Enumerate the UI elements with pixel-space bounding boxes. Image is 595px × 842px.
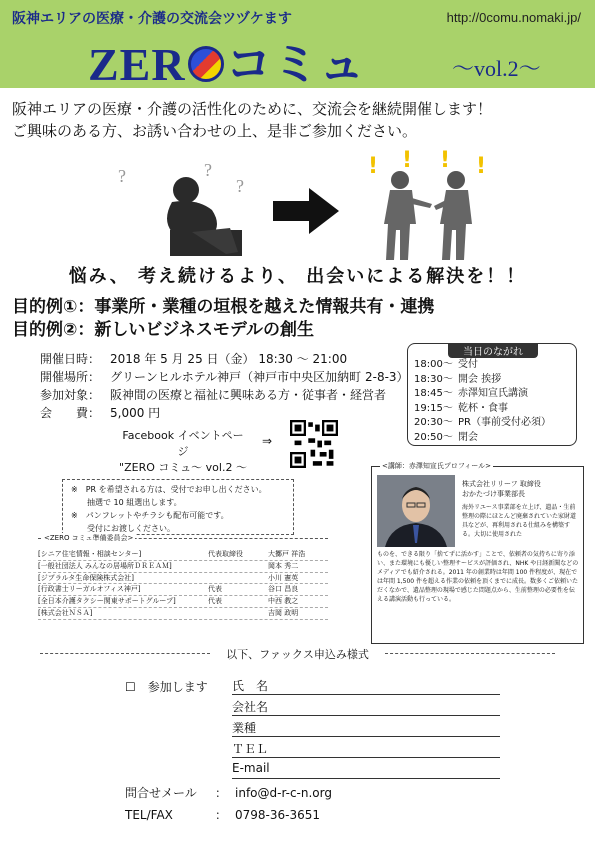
detail-value: 5,000 円	[110, 406, 161, 420]
schedule-time: 19:15～	[414, 402, 453, 414]
two-people-figure-icon	[372, 170, 492, 262]
logo-circle-icon	[188, 46, 224, 82]
question-mark-icon: ?	[118, 166, 126, 186]
committee-row	[38, 549, 328, 561]
thinker-figure-icon	[152, 170, 252, 260]
field-label: E-mail	[232, 761, 270, 775]
slogan: 悩み、 考え続けるより、 出会いによる解決を！！	[68, 266, 527, 287]
field-label: 会社名	[232, 700, 269, 714]
intro-line1: 阪神エリアの医療・介護の活性化のために、交流会を継続開催します！	[12, 100, 493, 118]
schedule-time: 18:00～	[414, 359, 453, 370]
profile-company-line: おかたづけ事業部長	[462, 490, 525, 498]
contact-colon: ：	[215, 786, 228, 800]
committee-name: 吉岡 政明	[268, 608, 299, 617]
facebook-event-link[interactable]	[118, 428, 248, 476]
logo-left: ZER	[88, 39, 186, 90]
schedule-title: 当日のながれ	[448, 343, 538, 358]
facebook-line1: Facebook イベントページ	[122, 429, 244, 458]
intro-text	[12, 98, 588, 142]
exclamation-icon: !	[368, 154, 379, 179]
exclamation-icon: !	[476, 154, 487, 179]
question-mark-icon: ?	[204, 160, 212, 180]
schedule-event: 閉会	[458, 431, 478, 443]
schedule-event: 赤澤知宣氏講演	[458, 388, 528, 399]
detail-label: 開催日時：	[40, 352, 101, 366]
committee-org: [全日本介護タクシー関東サポートグループ]	[38, 597, 176, 606]
divider-line	[385, 653, 555, 654]
profile-title: <講師：赤澤知宣氏プロフィール>	[382, 462, 492, 470]
schedule-item	[414, 416, 570, 431]
schedule-item	[414, 358, 570, 373]
schedule-item	[414, 373, 570, 388]
vol-label: ～vol.2～	[452, 56, 541, 81]
profile-company	[462, 479, 541, 499]
facebook-line2: "ZERO コミュ～ vol.2 ～	[119, 461, 247, 474]
committee-role	[208, 561, 268, 572]
illustration	[100, 148, 520, 260]
contact-key: TEL/FAX	[125, 808, 173, 822]
committee-name: 岡本 秀二	[268, 561, 299, 570]
header-banner	[0, 0, 595, 88]
divider-line	[40, 653, 210, 654]
detail-row	[40, 404, 409, 422]
note-line: ※ パンフレットやチラシも配布可能です。	[71, 511, 229, 520]
committee-list	[38, 534, 328, 628]
committee-row	[38, 584, 328, 596]
schedule-item	[414, 402, 570, 417]
exclamation-icon: !	[402, 148, 413, 173]
committee-row	[38, 561, 328, 573]
contact-email	[125, 784, 332, 801]
committee-org: [シニア住宅情報・相談センター]	[38, 550, 142, 558]
committee-org: [一般社団法人 みんなの居場所ＤＲＥＡＭ]	[38, 561, 172, 570]
speaker-profile	[371, 462, 584, 644]
detail-row	[40, 368, 409, 386]
committee-name: 大擲戸 祥浩	[268, 550, 306, 558]
attend-checkbox[interactable]: ☐ 参加します	[125, 680, 208, 694]
divider-label: 以下、ファックス申込み様式	[226, 648, 369, 661]
detail-value: グリーンヒルホテル神戸（神戸市中央区加納町 2-8-3）	[110, 370, 409, 384]
name-field[interactable]	[232, 677, 500, 695]
profile-company-line: 株式会社リリーフ 取締役	[462, 480, 541, 488]
detail-label: 開催場所：	[40, 370, 101, 384]
company-field[interactable]	[232, 698, 500, 716]
detail-row	[40, 386, 409, 404]
contact-value[interactable]: info@d-r-c-n.org	[235, 786, 332, 800]
header-url[interactable]: http://0comu.nomaki.jp/	[446, 10, 581, 25]
schedule-box	[407, 343, 577, 446]
industry-field[interactable]	[232, 719, 500, 737]
purpose-1: 目的例①：事業所・業種の垣根を越えた情報共有・連携	[12, 297, 435, 317]
question-mark-icon: ?	[236, 176, 244, 196]
committee-role: 代表取締役	[208, 550, 243, 558]
schedule-time: 18:30～	[414, 373, 453, 385]
committee-row	[38, 608, 328, 620]
speaker-photo	[377, 475, 455, 547]
contact-key: 問合せメール	[125, 786, 197, 800]
contact-telfax	[125, 806, 320, 823]
exclamation-icon: !	[440, 148, 451, 173]
profile-desc-continued: ものを、できる限り「捨てずに活かす」ことで、依頼者の気持ちに寄り添い、また環境にも優しい整理サービスが評価され、NHK や日経新聞などのメディアでも紹介される。2011 年の創業時は年間 100 件程度が、現在では年間 1,500 件を超える作業の依頼を頂くまでに成長。数多くご依頼いただくなかで、遺品整理の現場で感じた問題点から、生前整理の必要性を伝える講演活動も行っている。	[377, 551, 579, 603]
committee-row	[38, 596, 328, 608]
purpose-2: 目的例②：新しいビジネスモデルの創生	[12, 320, 315, 340]
profile-desc: 海外リユース事業部を立上げ、遺品・生前整理の際にほとんど廃棄されていた家財道具などが、再利用される仕組みを構築する。大切に使用された	[462, 504, 577, 538]
committee-row	[38, 573, 328, 585]
detail-value: 阪神間の医療と福祉に興味ある方・従事者・経営者	[110, 388, 387, 402]
committee-role	[208, 573, 268, 584]
detail-label: 参加対象：	[40, 388, 101, 402]
field-label: 氏 名	[232, 679, 269, 693]
field-label: ＴＥＬ	[232, 742, 269, 756]
contact-value[interactable]: 0798-36-3651	[235, 808, 321, 822]
field-label: 業種	[232, 721, 257, 735]
committee-role	[208, 608, 268, 619]
note-line: 受付にお渡しください。	[71, 524, 175, 533]
intro-line2: ご興味のある方、お誘い合わせの上、是非ご参加ください。	[12, 122, 418, 140]
committee-org: [行政書士リーガルオフィス神戸]	[38, 585, 141, 594]
schedule-item	[414, 387, 570, 402]
detail-row	[40, 350, 409, 368]
note-line: 抽選で 10 組選出します。	[71, 498, 182, 507]
event-details	[40, 350, 409, 422]
schedule-event: 受付	[458, 359, 478, 370]
schedule-time: 20:30～	[414, 417, 453, 428]
schedule-time: 18:45～	[414, 388, 453, 399]
logo-right: コミュ	[225, 39, 366, 90]
header-tagline: 阪神エリアの医療・介護の交流会ツヅケます	[12, 11, 292, 27]
committee-name: 谷口 昌良	[268, 585, 299, 594]
schedule-event: PR（事前受付必須）	[458, 417, 551, 428]
committee-title: <ZERO コミュ準備委員会>	[44, 534, 134, 542]
committee-role: 代表	[208, 597, 222, 606]
email-field[interactable]	[232, 761, 500, 779]
contact-colon: ：	[215, 808, 228, 822]
qr-code-icon[interactable]	[290, 420, 338, 468]
note-line: ※ PR を希望される方は、受付でお申し出ください。	[71, 485, 267, 494]
detail-value: 2018 年 5 月 25 日（金） 18:30 ～ 21:00	[110, 352, 348, 366]
schedule-item	[414, 431, 570, 446]
committee-role: 代表	[208, 585, 222, 594]
arrow-right-icon	[273, 188, 339, 234]
logo	[88, 28, 366, 94]
fax-form-divider	[40, 646, 555, 662]
committee-org: [ジブラルタ生命保険株式会社]	[38, 573, 134, 582]
tel-field[interactable]	[232, 740, 500, 758]
schedule-time: 20:50～	[414, 431, 453, 443]
pr-note	[62, 479, 294, 535]
detail-label: 会 費：	[40, 406, 101, 420]
committee-name: 小川 憲英	[268, 573, 299, 582]
schedule-event: 開会 挨拶	[458, 373, 502, 385]
committee-org: [株式会社ＮＳＡ]	[38, 608, 93, 617]
arrow-icon: ⇒	[262, 434, 273, 448]
committee-name: 中西 教之	[268, 597, 299, 606]
schedule-event: 乾杯・食事	[458, 402, 508, 414]
